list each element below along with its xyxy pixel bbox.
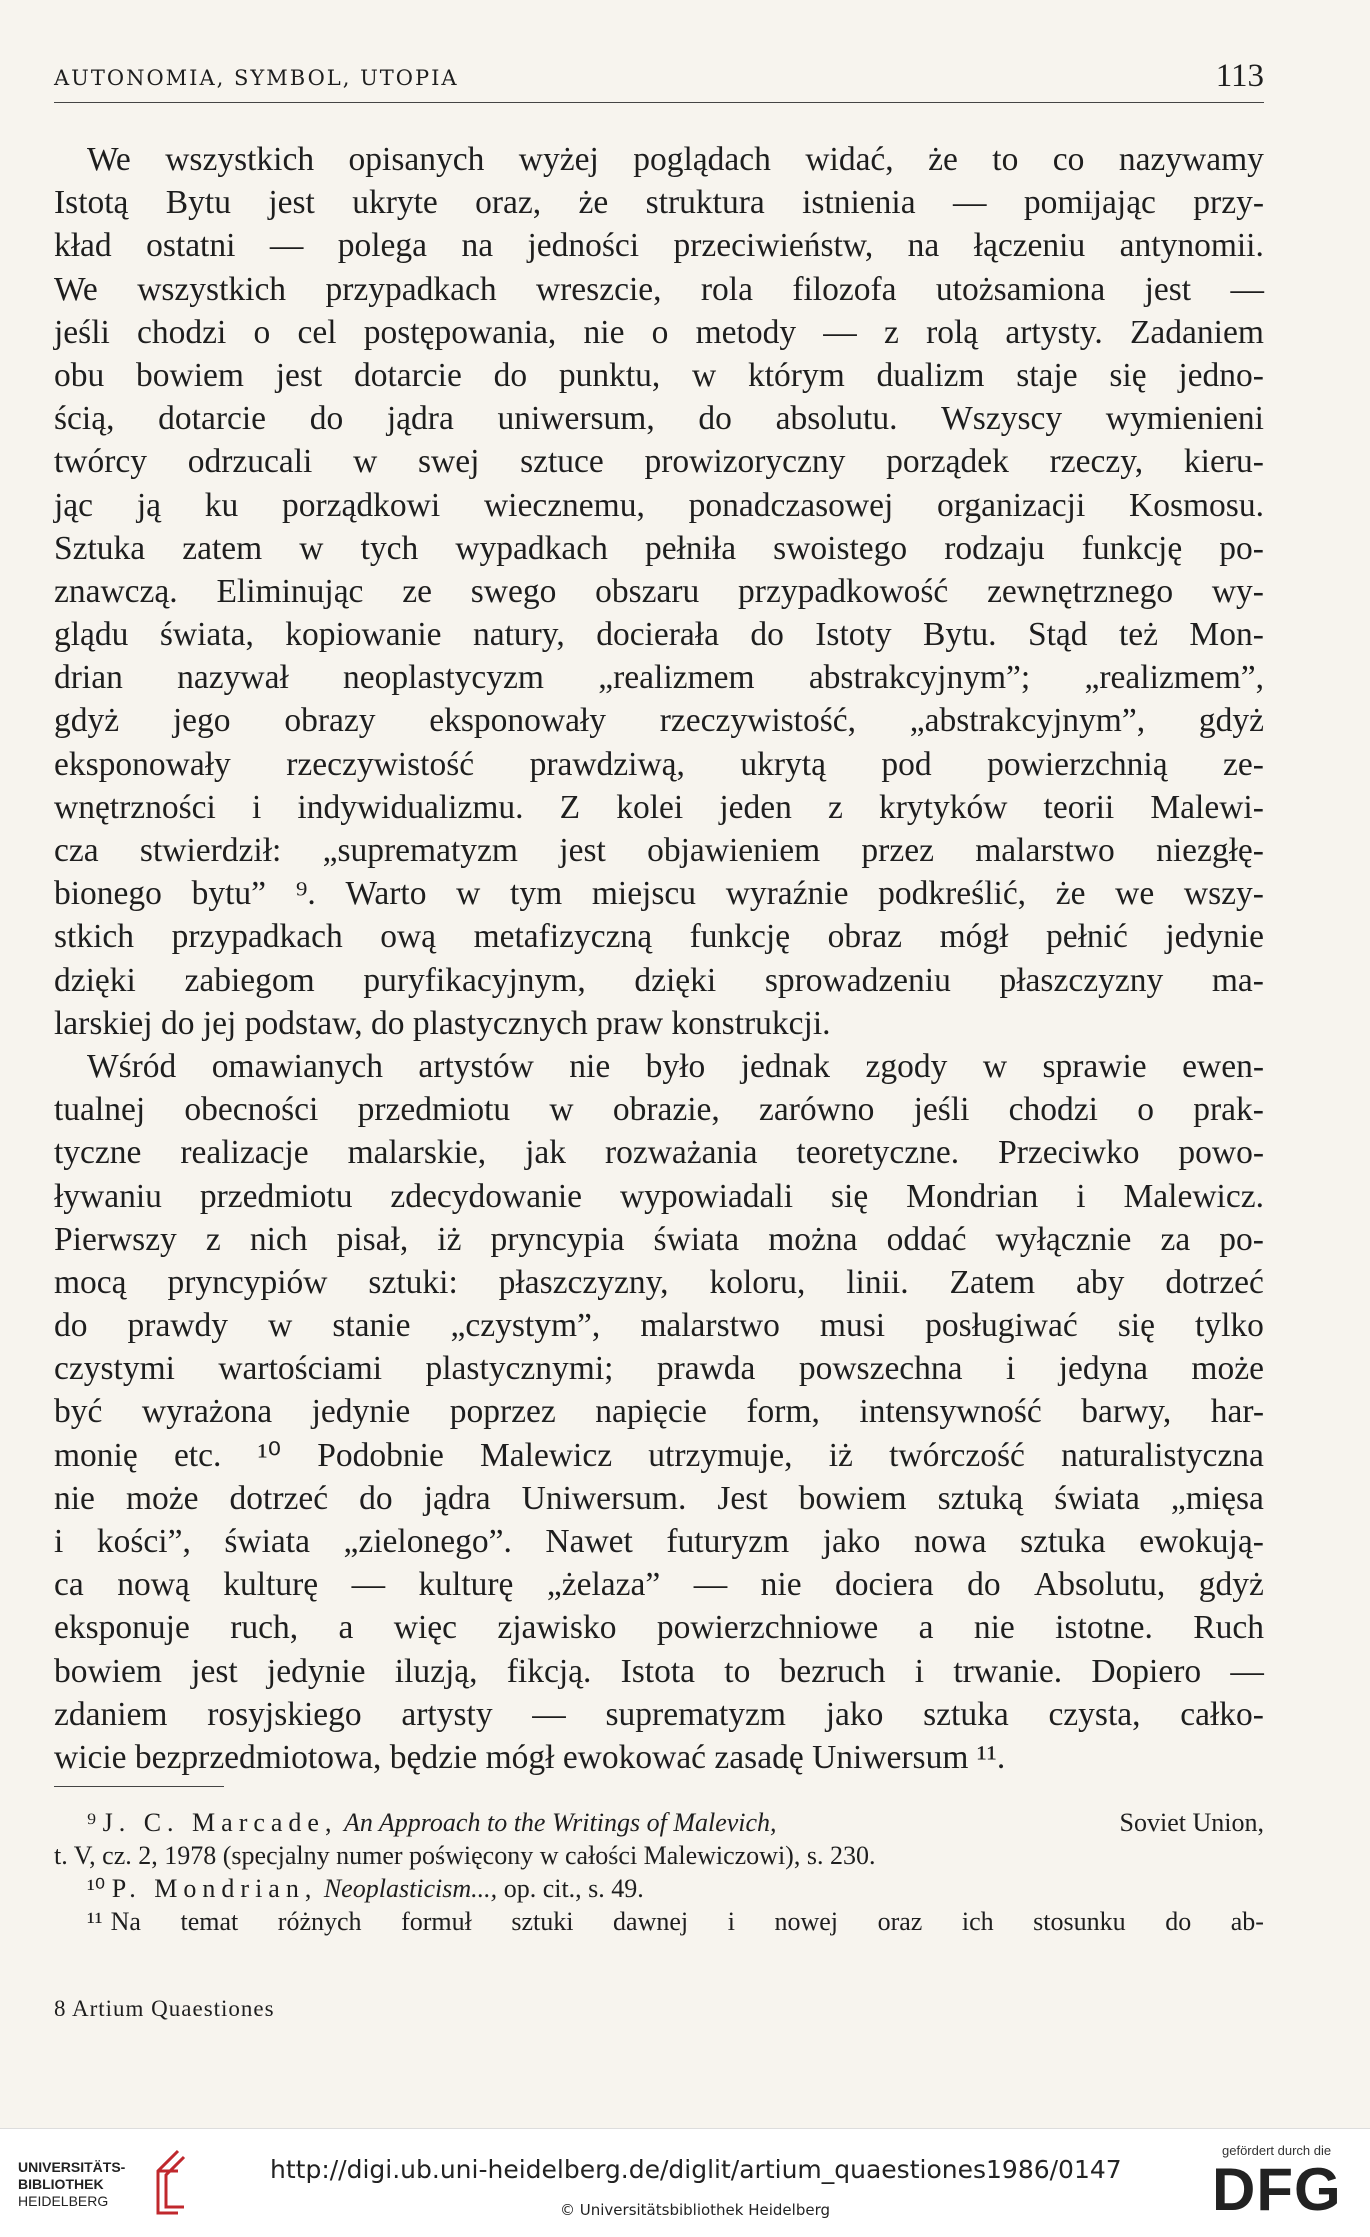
body-line: jąc ją ku porządkowi wiecznemu, ponadczasowej organizacji Kosmosu.: [54, 486, 1264, 524]
footnotes: [54, 1806, 1264, 1938]
body-line: We wszystkich przypadkach wreszcie, rola filozofa utożsamiona jest —: [54, 270, 1264, 308]
body-line: stkich przypadkach ową metafizyczną funkcję obraz mógł pełnić jedynie: [54, 918, 1264, 956]
body-line: larskiej do jej podstaw, do plastycznych praw konstrukcji.: [54, 1004, 831, 1042]
body-line: ca nową kulturę — kulturę „żelaza” — nie dociera do Absolutu, gdyż: [54, 1566, 1264, 1604]
body-line: znawczą. Eliminując ze swego obszaru przypadkowość zewnętrznego wy-: [54, 572, 1264, 610]
footnote-10-title: Neoplasticism...,: [323, 1874, 498, 1903]
footnote-9-source: Soviet Union,: [1119, 1808, 1264, 1837]
body-line: bionego bytu” ⁹. Warto w tym miejscu wyraźnie podkreślić, że we wszy-: [54, 875, 1264, 913]
page-number: 113: [1215, 58, 1264, 94]
body-line: Sztuka zatem w tych wypadkach pełniła swoistego rodzaju funkcję po-: [54, 529, 1264, 567]
body-line: ścią, dotarcie do jądra uniwersum, do absolutu. Wszyscy wymienieni: [54, 400, 1264, 438]
body-line: wicie bezprzedmiotowa, będzie mógł ewokować zasadę Uniwersum ¹¹.: [54, 1738, 1006, 1776]
body-line: monię etc. ¹⁰ Podobnie Malewicz utrzymuje, iż twórczość naturalistyczna: [54, 1436, 1264, 1474]
body-line: być wyrażona jedynie poprzez napięcie form, intensywność barwy, har-: [54, 1393, 1264, 1431]
footnote-9-author: J. C. Marcade,: [102, 1808, 338, 1837]
body-line: wnętrzności i indywidualizmu. Z kolei jeden z krytyków teorii Malewi-: [54, 788, 1264, 826]
footnote-9-line-1: [54, 1806, 1264, 1839]
running-title: AUTONOMIA, SYMBOL, UTOPIA: [54, 66, 459, 90]
body-line: Istotą Bytu jest ukryte oraz, że struktura istnienia — pomijając przy-: [54, 184, 1264, 222]
body-line: eksponowały rzeczywistość prawdziwą, ukrytą pod powierzchnią ze-: [54, 745, 1264, 783]
footnote-11-text: Na temat różnych formuł sztuki dawnej i nowej oraz ich stosunku do ab-: [110, 1907, 1264, 1936]
library-logo-line-1: UNIVERSITÄTS-: [18, 2159, 126, 2175]
footnote-10-ref: op. cit., s. 49.: [503, 1874, 644, 1903]
body-line: tualnej obecności przedmiotu w obrazie, zarówno jeśli chodzi o prak-: [54, 1091, 1264, 1129]
footnote-10-number: ¹⁰: [87, 1874, 106, 1903]
signature-mark: 8 Artium Quaestiones: [54, 1996, 275, 2021]
footnote-10-author: P. Mondrian,: [111, 1874, 318, 1903]
body-line: twórcy odrzucali w swej sztuce prowizoryczny porządek rzeczy, kieru-: [54, 443, 1264, 481]
body-line: Wśród omawianych artystów nie było jednak zgody w sprawie ewen-: [87, 1047, 1264, 1085]
library-logo-line-2: BIBLIOTHEK: [18, 2176, 104, 2192]
body-line: tyczne realizacje malarskie, jak rozważania teoretyczne. Przeciwko powo-: [54, 1134, 1264, 1172]
digital-library-link[interactable]: http://digi.ub.uni-heidelberg.de/diglit/artium_quaestiones1986/0147: [270, 2155, 1122, 2184]
body-line: nie może dotrzeć do jądra Uniwersum. Jest bowiem sztuką świata „mięsa: [54, 1479, 1264, 1517]
copyright-notice: © Universitätsbibliothek Heidelberg: [560, 2201, 831, 2219]
body-line: glądu świata, kopiowanie natury, docierała do Istoty Bytu. Stąd też Mon-: [54, 616, 1264, 654]
body-line: eksponuje ruch, a więc zjawisko powierzchniowe a nie istotne. Ruch: [54, 1609, 1264, 1647]
body-line: dzięki zabiegom puryfikacyjnym, dzięki sprowadzeniu płaszczyzny ma-: [54, 961, 1264, 999]
body-line: mocą pryncypiów sztuki: płaszczyzny, koloru, linii. Zatem aby dotrzeć: [54, 1263, 1264, 1301]
body-line: zdaniem rosyjskiego artysty — suprematyzm jako sztuka czysta, całko-: [54, 1695, 1264, 1733]
body-line: do prawdy w stanie „czystym”, malarstwo musi posługiwać się tylko: [54, 1307, 1264, 1345]
footnote-11-number: ¹¹: [87, 1907, 103, 1936]
body-line: obu bowiem jest dotarcie do punktu, w którym dualizm staje się jedno-: [54, 356, 1264, 394]
footnote-10: [54, 1872, 1264, 1905]
footer-bar: [0, 2128, 1370, 2237]
body-line: bowiem jest jedynie iluzją, fikcją. Istota to bezruch i trwanie. Dopiero —: [54, 1652, 1264, 1690]
footnote-9-details: t. V, cz. 2, 1978 (specjalny numer poświęcony w całości Malewiczowi), s. 230.: [54, 1841, 876, 1870]
body-line: gdyż jego obrazy eksponowały rzeczywistość, „abstrakcyjnym”, gdyż: [54, 702, 1264, 740]
body-line: i kości”, świata „zielonego”. Nawet futuryzm jako nowa sztuka ewokują-: [54, 1523, 1264, 1560]
body-line: We wszystkich opisanych wyżej poglądach widać, że to co nazywamy: [87, 141, 1264, 178]
library-logo-line-3: HEIDELBERG: [18, 2193, 109, 2209]
library-logo: [18, 2159, 125, 2210]
dfg-logo: DFG: [1212, 2156, 1342, 2223]
running-head: [54, 58, 1264, 103]
funded-by-label: gefördert durch die: [1222, 2143, 1332, 2158]
footnote-9-number: ⁹: [87, 1808, 97, 1837]
footnote-9-line-2: [54, 1839, 1264, 1872]
body-line: Pierwszy z nich pisał, iż pryncypia świata można oddać wyłącznie za po-: [54, 1220, 1264, 1258]
body-line: kład ostatni — polega na jedności przeciwieństw, na łączeniu antynomii.: [54, 227, 1264, 265]
body-line: ływaniu przedmiotu zdecydowanie wypowiadali się Mondrian i Malewicz.: [54, 1177, 1264, 1215]
footnote-9-title: An Approach to the Writings of Malevich,: [343, 1808, 777, 1837]
body-line: drian nazywał neoplastycyzm „realizmem abstrakcyjnym”; „realizmem”,: [54, 659, 1264, 697]
library-emblem-icon: [148, 2147, 192, 2217]
footnote-divider: [54, 1786, 224, 1787]
body-line: jeśli chodzi o cel postępowania, nie o metody — z rolą artysty. Zadaniem: [54, 313, 1264, 351]
footnote-11: [54, 1905, 1264, 1938]
body-text: [54, 138, 1264, 1779]
body-line: cza stwierdził: „suprematyzm jest objawieniem przez malarstwo niezgłę-: [54, 832, 1264, 869]
body-line: czystymi wartościami plastycznymi; prawda powszechna i jedyna może: [54, 1350, 1264, 1388]
